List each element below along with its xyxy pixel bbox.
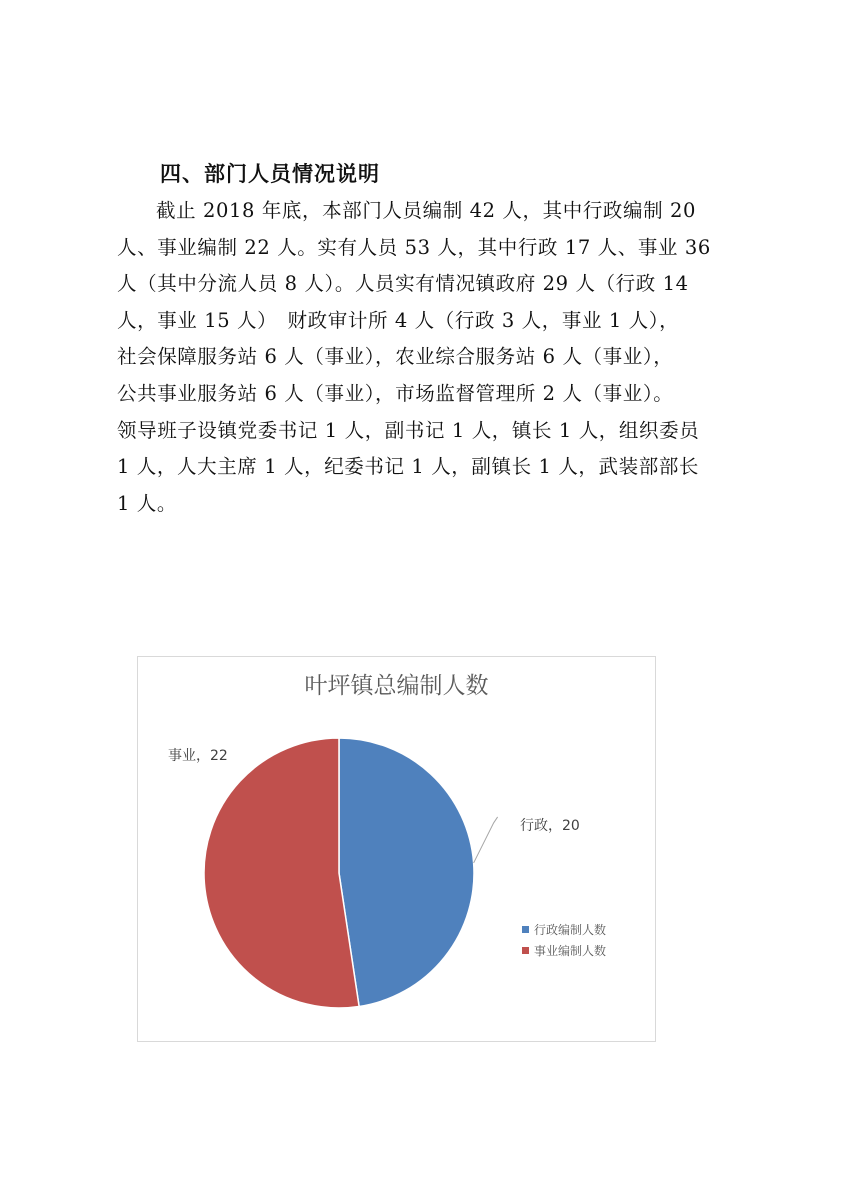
data-label-admin: 行政，20	[520, 818, 580, 834]
paragraph-line: 1 人。	[117, 491, 178, 515]
pie-chart	[137, 656, 656, 1042]
pie-slice-admin	[339, 738, 474, 1006]
paragraph-line: 人、事业编制 22 人。实有人员 53 人，其中行政 17 人、事业 36	[117, 235, 711, 259]
legend-label-admin: 行政编制人数	[534, 923, 607, 937]
data-label-institution: 事业，22	[168, 748, 228, 764]
paragraph-line: 1 人，人大主席 1 人，纪委书记 1 人，副镇长 1 人，武装部部长	[117, 455, 700, 479]
paragraph-line: 领导班子设镇党委书记 1 人，副书记 1 人，镇长 1 人，组织委员	[117, 418, 700, 442]
personnel-paragraph	[117, 193, 745, 522]
paragraph-line: 人，事业 15 人） 财政审计所 4 人（行政 3 人，事业 1 人），	[117, 308, 680, 332]
data-label-leader-line	[474, 817, 498, 863]
chart-legend	[522, 919, 606, 961]
legend-item	[522, 940, 606, 961]
legend-item	[522, 919, 606, 940]
legend-label-institution: 事业编制人数	[534, 944, 607, 958]
paragraph-line: 截止 2018 年底，本部门人员编制 42 人，其中行政编制 20	[156, 199, 697, 222]
legend-swatch-institution	[522, 947, 529, 954]
paragraph-line: 公共事业服务站 6 人（事业），市场监督管理所 2 人（事业）。	[117, 381, 674, 405]
pie-slice-institution	[204, 738, 359, 1008]
pie-chart-canvas	[138, 657, 655, 1041]
paragraph-line: 人（其中分流人员 8 人）。人员实有情况镇政府 29 人（行政 14	[117, 272, 689, 296]
chart-title: 叶坪镇总编制人数	[304, 673, 489, 699]
section-heading: 四、部门人员情况说明	[160, 162, 380, 186]
legend-swatch-admin	[522, 926, 529, 933]
paragraph-line: 社会保障服务站 6 人（事业），农业综合服务站 6 人（事业），	[117, 345, 674, 369]
